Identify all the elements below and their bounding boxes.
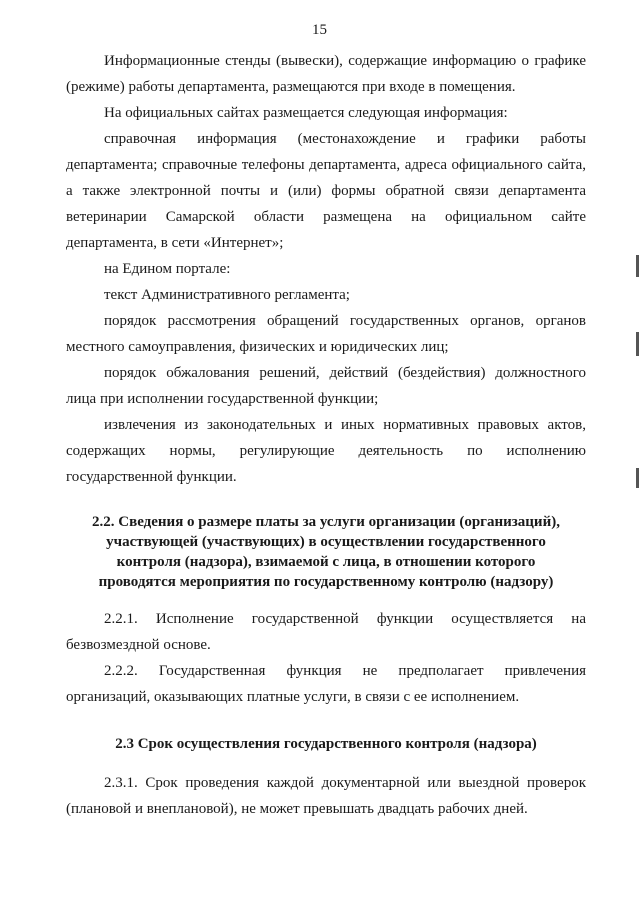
paragraph-regulation-text: текст Административного регламента;	[104, 287, 350, 303]
paragraph-unified-portal: на Едином портале:	[104, 261, 231, 277]
page-number: 15	[312, 22, 327, 38]
document-body	[66, 48, 586, 822]
section-2-2-heading: 2.2. Сведения о размере платы за услуги организации (организаций), участвующей (участвующих) в осуществлении государственного контроля (надзора), взимаемой с лица, в отношении которого проводятся мероприятия по государственному контролю (надзору)	[92, 514, 560, 590]
paragraph-2-2-2: 2.2.2. Государственная функция не предполагает привлечения организаций, оказывающих платные услуги, в связи с ее исполнением.	[66, 663, 586, 705]
paragraph-2-3-1: 2.3.1. Срок проведения каждой документарной или выездной проверок (плановой и внеплановой), не может превышать двадцать рабочих дней.	[66, 775, 586, 817]
section-2-3-heading: 2.3 Срок осуществления государственного контроля (надзора)	[115, 736, 537, 752]
paragraph-2-2-1: 2.2.1. Исполнение государственной функции осуществляется на безвозмездной основе.	[66, 611, 586, 653]
paragraph-official-sites-intro: На официальных сайтах размещается следующая информация:	[104, 105, 508, 121]
paragraph-appeals-procedure: порядок рассмотрения обращений государственных органов, органов местного самоуправления, физических и юридических лиц;	[66, 313, 586, 355]
paragraph-info-stands: Информационные стенды (вывески), содержащие информацию о графике (режиме) работы департамента, размещаются при входе в помещения.	[66, 53, 586, 95]
paragraph-reference-info: справочная информация (местонахождение и графики работы департамента; справочные телефоны департамента, адреса официального сайта, а также электронной почты и (или) формы обратной связи департамента ветеринарии Самарской области размещена на официальном сайте департамента, в сети «Интернет»;	[66, 131, 586, 251]
paragraph-complaints-procedure: порядок обжалования решений, действий (бездействия) должностного лица при исполнении государственной функции;	[66, 365, 586, 407]
paragraph-legal-extracts: извлечения из законодательных и иных нормативных правовых актов, содержащих нормы, регулирующие деятельность по исполнению государственной функции.	[66, 417, 586, 485]
